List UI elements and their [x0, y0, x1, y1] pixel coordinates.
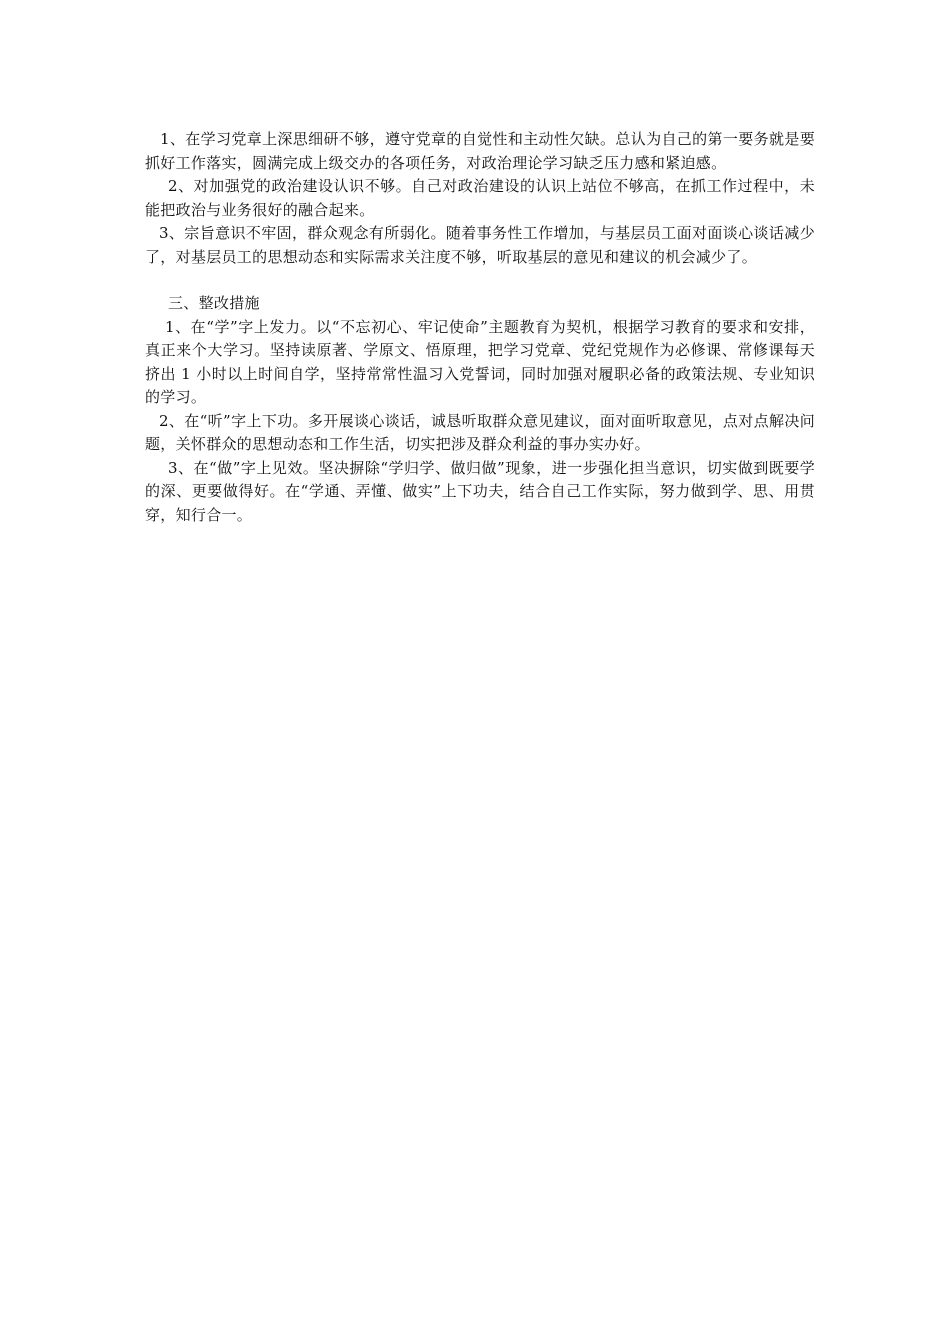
- measure-paragraph-2: 2、在“听”字上下功。多开展谈心谈话，诚恳听取群众意见建议，面对面听取意见，点对点解决问题，关怀群众的思想动态和工作生活，切实把涉及群众利益的事办实办好。: [145, 411, 815, 453]
- measure-paragraph-3: 3、在“做”字上见效。坚决摒除“学归学、做归做”现象，进一步强化担当意识，切实做到既要学的深、更要做得好。在“学通、弄懂、做实”上下功夫，结合自己工作实际，努力做到学、思、用贯穿，知行合一。: [145, 458, 815, 524]
- problem-paragraph-2: 2、对加强党的政治建设认识不够。自己对政治建设的认识上站位不够高，在抓工作过程中，未能把政治与业务很好的融合起来。: [145, 177, 815, 219]
- measure-paragraph-1: 1、在“学”字上发力。以“不忘初心、牢记使命”主题教育为契机，根据学习教育的要求和安排，真正来个大学习。坚持读原著、学原文、悟原理，把学习党章、党纪党规作为必修课、常修课每天挤出 1 小时以上时间自学，坚持常常性温习入党誓词，同时加强对履职必备的政策法规、专业知识的学习。: [145, 317, 815, 406]
- problem-paragraph-1: 1、在学习党章上深思细研不够，遵守党章的自觉性和主动性欠缺。总认为自己的第一要务就是要抓好工作落实，圆满完成上级交办的各项任务，对政治理论学习缺乏压力感和紧迫感。: [145, 130, 815, 172]
- section-heading: 三、整改措施: [168, 294, 260, 312]
- document-body: [145, 128, 815, 527]
- problem-paragraph-3: 3、宗旨意识不牢固，群众观念有所弱化。随着事务性工作增加，与基层员工面对面谈心谈话减少了，对基层员工的思想动态和实际需求关注度不够，听取基层的意见和建议的机会减少了。: [145, 224, 815, 266]
